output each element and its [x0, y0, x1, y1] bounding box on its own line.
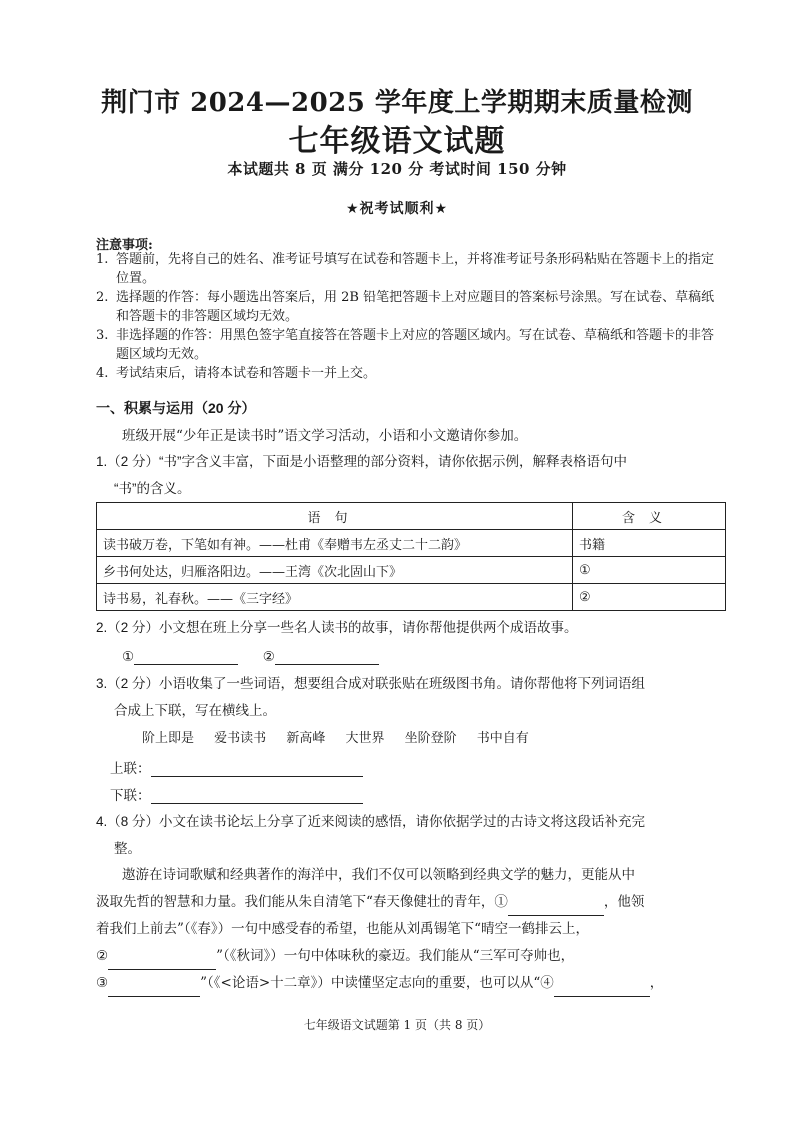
section-intro: 班级开展“少年正是读书时”语文学习活动，小语和小文邀请你参加。 — [122, 428, 528, 444]
note-item: 2. 选择题的作答：每小题选出答案后，用 2B 铅笔把答题卡上对应题目的答案标号涂黑。写在试卷、草稿纸和答题卡的非答题区域均无效。 — [96, 290, 715, 324]
passage-line: 着我们上前去”（《春》）一句中感受春的希望，也能从刘禹锡笔下“晴空一鹤排云上， — [96, 921, 590, 937]
question-3-text-cont: 合成上下联，写在横线上。 — [114, 703, 276, 718]
answer-blank[interactable] — [508, 899, 604, 916]
question-2-blanks — [122, 648, 379, 665]
table-header-cell: 语句 — [97, 503, 573, 530]
question-2 — [96, 614, 726, 641]
answer-blank[interactable] — [108, 953, 216, 970]
blank-marker: ② — [262, 649, 275, 665]
lower-couplet-line — [110, 784, 363, 804]
word-item: 书中自有 — [476, 731, 529, 746]
word-item: 大世界 — [345, 731, 385, 746]
answer-blank[interactable] — [151, 760, 363, 777]
table-cell: 读书破万卷，下笔如有神。——杜甫《奉赠韦左丞丈二十二韵》 — [97, 530, 573, 557]
notes-title: 注意事项: — [96, 238, 153, 253]
table-header-cell: 含义 — [573, 503, 726, 530]
table-row — [97, 530, 726, 557]
question-1 — [96, 448, 726, 502]
question-2-text: 2.（2 分）小文想在班上分享一些名人读书的故事，请你帮他提供两个成语故事。 — [96, 620, 578, 635]
exam-subtitle: 七年级语文试题 — [288, 124, 506, 159]
question-1-text: 1.（2 分）“书”字含义丰富，下面是小语整理的部分资料，请你依据示例，解释表格语句中 — [96, 454, 628, 469]
passage-line: 遨游在诗词歌赋和经典著作的海洋中，我们不仅可以领略到经典文学的魅力，更能从中 — [122, 867, 635, 883]
exam-info: 本试题共 8 页 满分 120 分 考试时间 150 分钟 — [227, 160, 567, 178]
note-item: 3. 非选择题的作答：用黑色签字笔直接答在答题卡上对应的答题区域内。写在试卷、草稿纸和答题卡的非答题区域均无效。 — [96, 328, 715, 362]
table-header-row — [97, 503, 726, 530]
question-4-text: 4.（8 分）小文在读书论坛上分享了近来阅读的感悟，请你依据学过的古诗文将这段话补充完 — [96, 814, 646, 829]
table-cell: 诗书易，礼春秋。——《三字经》 — [97, 584, 573, 611]
answer-blank[interactable] — [151, 787, 363, 804]
upper-couplet-label: 上联： — [110, 761, 151, 777]
blessing-text: ★祝考试顺利★ — [345, 201, 449, 217]
table-cell: 书籍 — [573, 530, 726, 557]
answer-blank[interactable] — [275, 648, 379, 665]
question-1-table — [96, 502, 726, 611]
note-item: 1. 答题前，先将自己的姓名、准考证号填写在试卷和答题卡上，并将准考证号条形码粘贴在答题卡上的指定位置。 — [96, 252, 715, 286]
table-row — [97, 584, 726, 611]
word-item: 新高峰 — [286, 731, 326, 746]
exam-title: 荆门市 2024—2025 学年度上学期期末质量检测 — [101, 88, 693, 118]
answer-blank[interactable] — [108, 980, 200, 997]
question-3-text: 3.（2 分）小语收集了一些词语，想要组合成对联张贴在班级图书角。请你帮他将下列词语组 — [96, 676, 646, 691]
word-item: 坐阶登阶 — [404, 731, 457, 746]
table-cell: 乡书何处达，归雁洛阳边。——王湾《次北固山下》 — [97, 557, 573, 584]
note-item: 4. 考试结束后，请将本试卷和答题卡一并上交。 — [96, 366, 377, 381]
word-item: 阶上即是 — [142, 731, 195, 746]
lower-couplet-label: 下联： — [110, 788, 151, 804]
question-3 — [96, 670, 726, 724]
passage-line: ② ”（《秋词》）一句中体味秋的豪迈。我们能从“三军可夺帅也， — [96, 943, 726, 970]
passage-line: ③ ”（《<论语>十二章》）中读懂坚定志向的重要，也可以从“④ ， — [96, 970, 726, 997]
table-row — [97, 557, 726, 584]
question-4-text-cont: 整。 — [114, 841, 141, 856]
question-1-text-cont: “书”的含义。 — [114, 481, 191, 496]
word-list — [142, 727, 543, 746]
question-4 — [96, 808, 726, 862]
answer-blank[interactable] — [134, 648, 238, 665]
word-item: 爱书读书 — [214, 731, 267, 746]
section-heading: 一、积累与运用（20 分） — [96, 400, 256, 416]
passage-line: 汲取先哲的智慧和力量。我们能从朱自清笔下“春天像健壮的青年，① ，他领 — [96, 889, 726, 916]
page-footer: 七年级语文试题第 1 页（共 8 页） — [303, 1018, 491, 1032]
upper-couplet-line — [110, 757, 363, 777]
answer-blank[interactable] — [554, 980, 650, 997]
blank-marker: ① — [122, 649, 135, 665]
answer-cell[interactable]: ② — [573, 584, 726, 611]
answer-cell[interactable]: ① — [573, 557, 726, 584]
